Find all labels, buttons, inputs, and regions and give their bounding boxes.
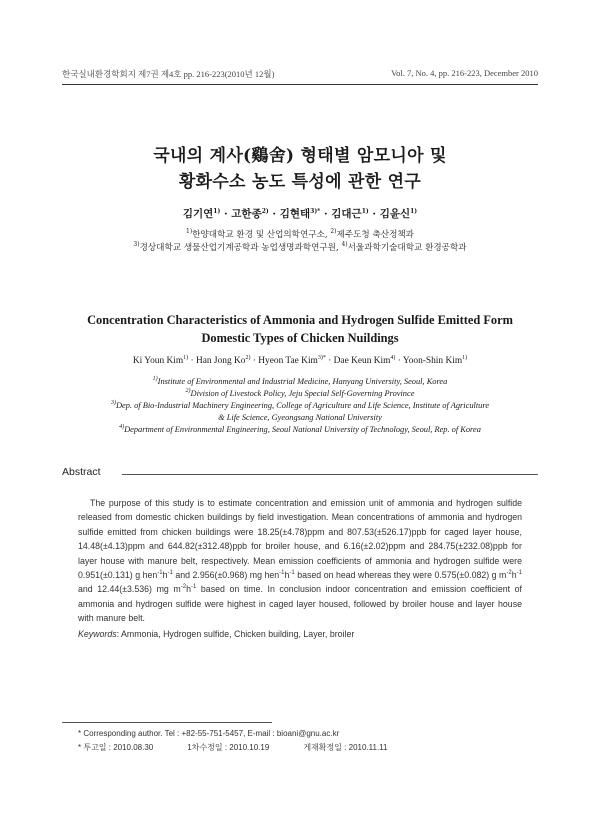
- korean-title: [40, 143, 560, 195]
- author-sup: 3)*: [310, 208, 321, 215]
- author-name: Hyeon Tae Kim: [258, 356, 318, 366]
- affiliation-text: 경상대학교 생물산업기계공학과 농업생명과학연구원,: [139, 243, 339, 253]
- english-affiliations: [60, 376, 540, 436]
- unit-exponent: -2: [180, 584, 187, 591]
- abstract-body: [78, 496, 522, 626]
- korean-title-line-1: 국내의 계사(鷄舍) 형태별 암모니아 및: [153, 146, 447, 166]
- author-name: 김현태: [279, 208, 311, 220]
- author-sup: 2): [261, 208, 269, 215]
- revised-date: 1차수정일 : 2010.10.19: [187, 743, 270, 752]
- english-title: [40, 311, 560, 347]
- abstract-text: and 12.44(±3.536) mg m: [78, 584, 181, 595]
- affiliation-text: Department of Environmental Engineering, Seoul National University of Technology, Seoul, Rep. of Korea: [124, 425, 481, 434]
- abstract-rule: [122, 474, 538, 475]
- affiliation-sup: 3): [133, 241, 140, 248]
- unit-exponent: -1: [190, 584, 197, 591]
- abstract-text: based on head whereas they were 0.575(±0.082) g m: [294, 570, 507, 581]
- english-affiliation-3: [60, 400, 540, 412]
- author-separator: ·: [328, 356, 332, 366]
- abstract-heading: Abstract: [62, 466, 101, 478]
- keywords: [78, 629, 522, 639]
- submission-dates: [78, 742, 387, 753]
- author-sup: 1): [183, 355, 189, 361]
- english-affiliation-2: [60, 388, 540, 400]
- affiliation-sup: 2): [330, 228, 337, 235]
- affiliation-sup: 1): [186, 228, 193, 235]
- abstract-text: h: [284, 570, 290, 581]
- affiliation-text: Dep. of Bio-Industrial Machinery Engineering, College of Agriculture and Life Science, Institute of Agriculture: [115, 401, 490, 410]
- affiliation-text: Institute of Environmental and Industrial Medicine, Hanyang University, Seoul, Korea: [157, 377, 448, 386]
- author-sup: 2): [245, 355, 251, 361]
- affiliation-text: 제주도청 축산정책과: [336, 230, 414, 240]
- korean-affiliation-line-1: [40, 229, 560, 242]
- abstract-text: The purpose of this study is to estimate concentration and emission unit of ammonia and hydrogen sulfide released from domestic chicken buildings by field investigation. Mean concentrations of ammonia and hydrogen sulfide emitted from chicken buildings were 18.25(±4.78)ppm and 807.53(±526.17)ppb for caged layer house, 14.48(±4.13)ppm and 644.82(±312.48)ppb for broiler house, and 6.16(±2.02)ppm and 284.75(±232.08)ppb for layer house with manure belt, respectively. Mean emission coefficients of ammonia and hydrogen sulfide were 0.951(±0.131) g hen: [78, 498, 522, 581]
- affiliation-sup: 1): [152, 376, 158, 382]
- footnote-rule: [62, 722, 272, 723]
- author-sup: 1): [462, 355, 468, 361]
- author-separator: ·: [272, 208, 277, 220]
- author-sup: 3)*: [317, 355, 326, 361]
- author-name: 김윤신: [379, 208, 411, 220]
- affiliation-sup: 2): [185, 388, 191, 394]
- abstract-text: and 2.956(±0.968) mg hen: [172, 570, 280, 581]
- unit-exponent: -1: [279, 570, 285, 577]
- english-affiliation-1: [60, 376, 540, 388]
- author-name: Han Jong Ko: [195, 356, 246, 366]
- english-title-line-1: Concentration Characteristics of Ammonia and Hydrogen Sulfide Emitted Form: [87, 313, 513, 327]
- author-separator: ·: [252, 356, 256, 366]
- affiliation-sup: 4): [119, 424, 125, 430]
- author-separator: ·: [223, 208, 228, 220]
- unit-exponent: -1: [167, 570, 173, 577]
- author-name: Yoon-Shin Kim: [402, 356, 463, 366]
- english-author-list: [40, 356, 560, 366]
- unit-exponent: -1: [516, 570, 522, 577]
- english-title-line-2: Domestic Types of Chicken Nuildings: [201, 331, 399, 345]
- affiliation-sup: 3): [110, 400, 116, 406]
- author-separator: ·: [190, 356, 194, 366]
- keywords-label: Keywords: [78, 629, 117, 639]
- unit-exponent: -1: [157, 570, 163, 577]
- author-name: 김기연: [182, 208, 214, 220]
- unit-exponent: -1: [289, 570, 295, 577]
- author-name: Ki Youn Kim: [132, 356, 184, 366]
- affiliation-text: 한양대학교 환경 및 산업의학연구소,: [192, 230, 328, 240]
- header-rule: [62, 84, 538, 85]
- running-header-korean: 한국실내환경학회지 제7권 제4호 pp. 216-223(2010년 12월): [62, 69, 275, 79]
- author-name: 김대근: [331, 208, 362, 220]
- abstract-text: h: [186, 584, 191, 595]
- received-date: * 투고일 : 2010.08.30: [78, 743, 154, 752]
- accepted-date: 게재확정일 : 2010.11.11: [303, 743, 388, 752]
- english-affiliation-3-cont: & Life Science, Gyeongsang National University: [218, 413, 382, 422]
- korean-affiliations: [40, 229, 560, 255]
- english-affiliation-4: [60, 424, 540, 436]
- author-sup: 1): [410, 208, 418, 215]
- author-separator: ·: [372, 208, 377, 220]
- running-header-english: Vol. 7, No. 4, pp. 216-223, December 2010: [391, 68, 538, 78]
- abstract-text: h: [162, 570, 168, 581]
- author-sup: 1): [213, 208, 221, 215]
- affiliation-sup: 4): [341, 241, 348, 248]
- korean-title-line-2: 황화수소 농도 특성에 관한 연구: [178, 172, 422, 192]
- unit-exponent: -2: [506, 570, 512, 577]
- corresponding-author-note: * Corresponding author. Tel : +82-55-751-5457, E-mail : bioani@gnu.ac.kr: [78, 729, 340, 738]
- author-sup: 4): [390, 355, 396, 361]
- author-separator: ·: [397, 356, 401, 366]
- affiliation-text: Division of Livestock Policy, Jeju Special Self-Governing Province: [190, 389, 415, 398]
- abstract-text: based on time. In conclusion indoor concentration and emission coefficient of ammonia and hydrogen sulfide were highest in caged layer housed, followed by broiler house and layer house with manure belt.: [78, 584, 522, 624]
- author-name: Dae Keun Kim: [333, 356, 391, 366]
- author-sup: 1): [361, 208, 369, 215]
- author-name: 고한종: [231, 208, 262, 220]
- author-separator: ·: [323, 208, 328, 220]
- korean-affiliation-line-2: [40, 242, 560, 255]
- affiliation-text: 서울과학기술대학교 환경공학과: [347, 243, 467, 253]
- korean-author-list: [40, 206, 560, 221]
- abstract-text: h: [511, 570, 517, 581]
- keywords-text: : Ammonia, Hydrogen sulfide, Chicken building, Layer, broiler: [116, 629, 355, 639]
